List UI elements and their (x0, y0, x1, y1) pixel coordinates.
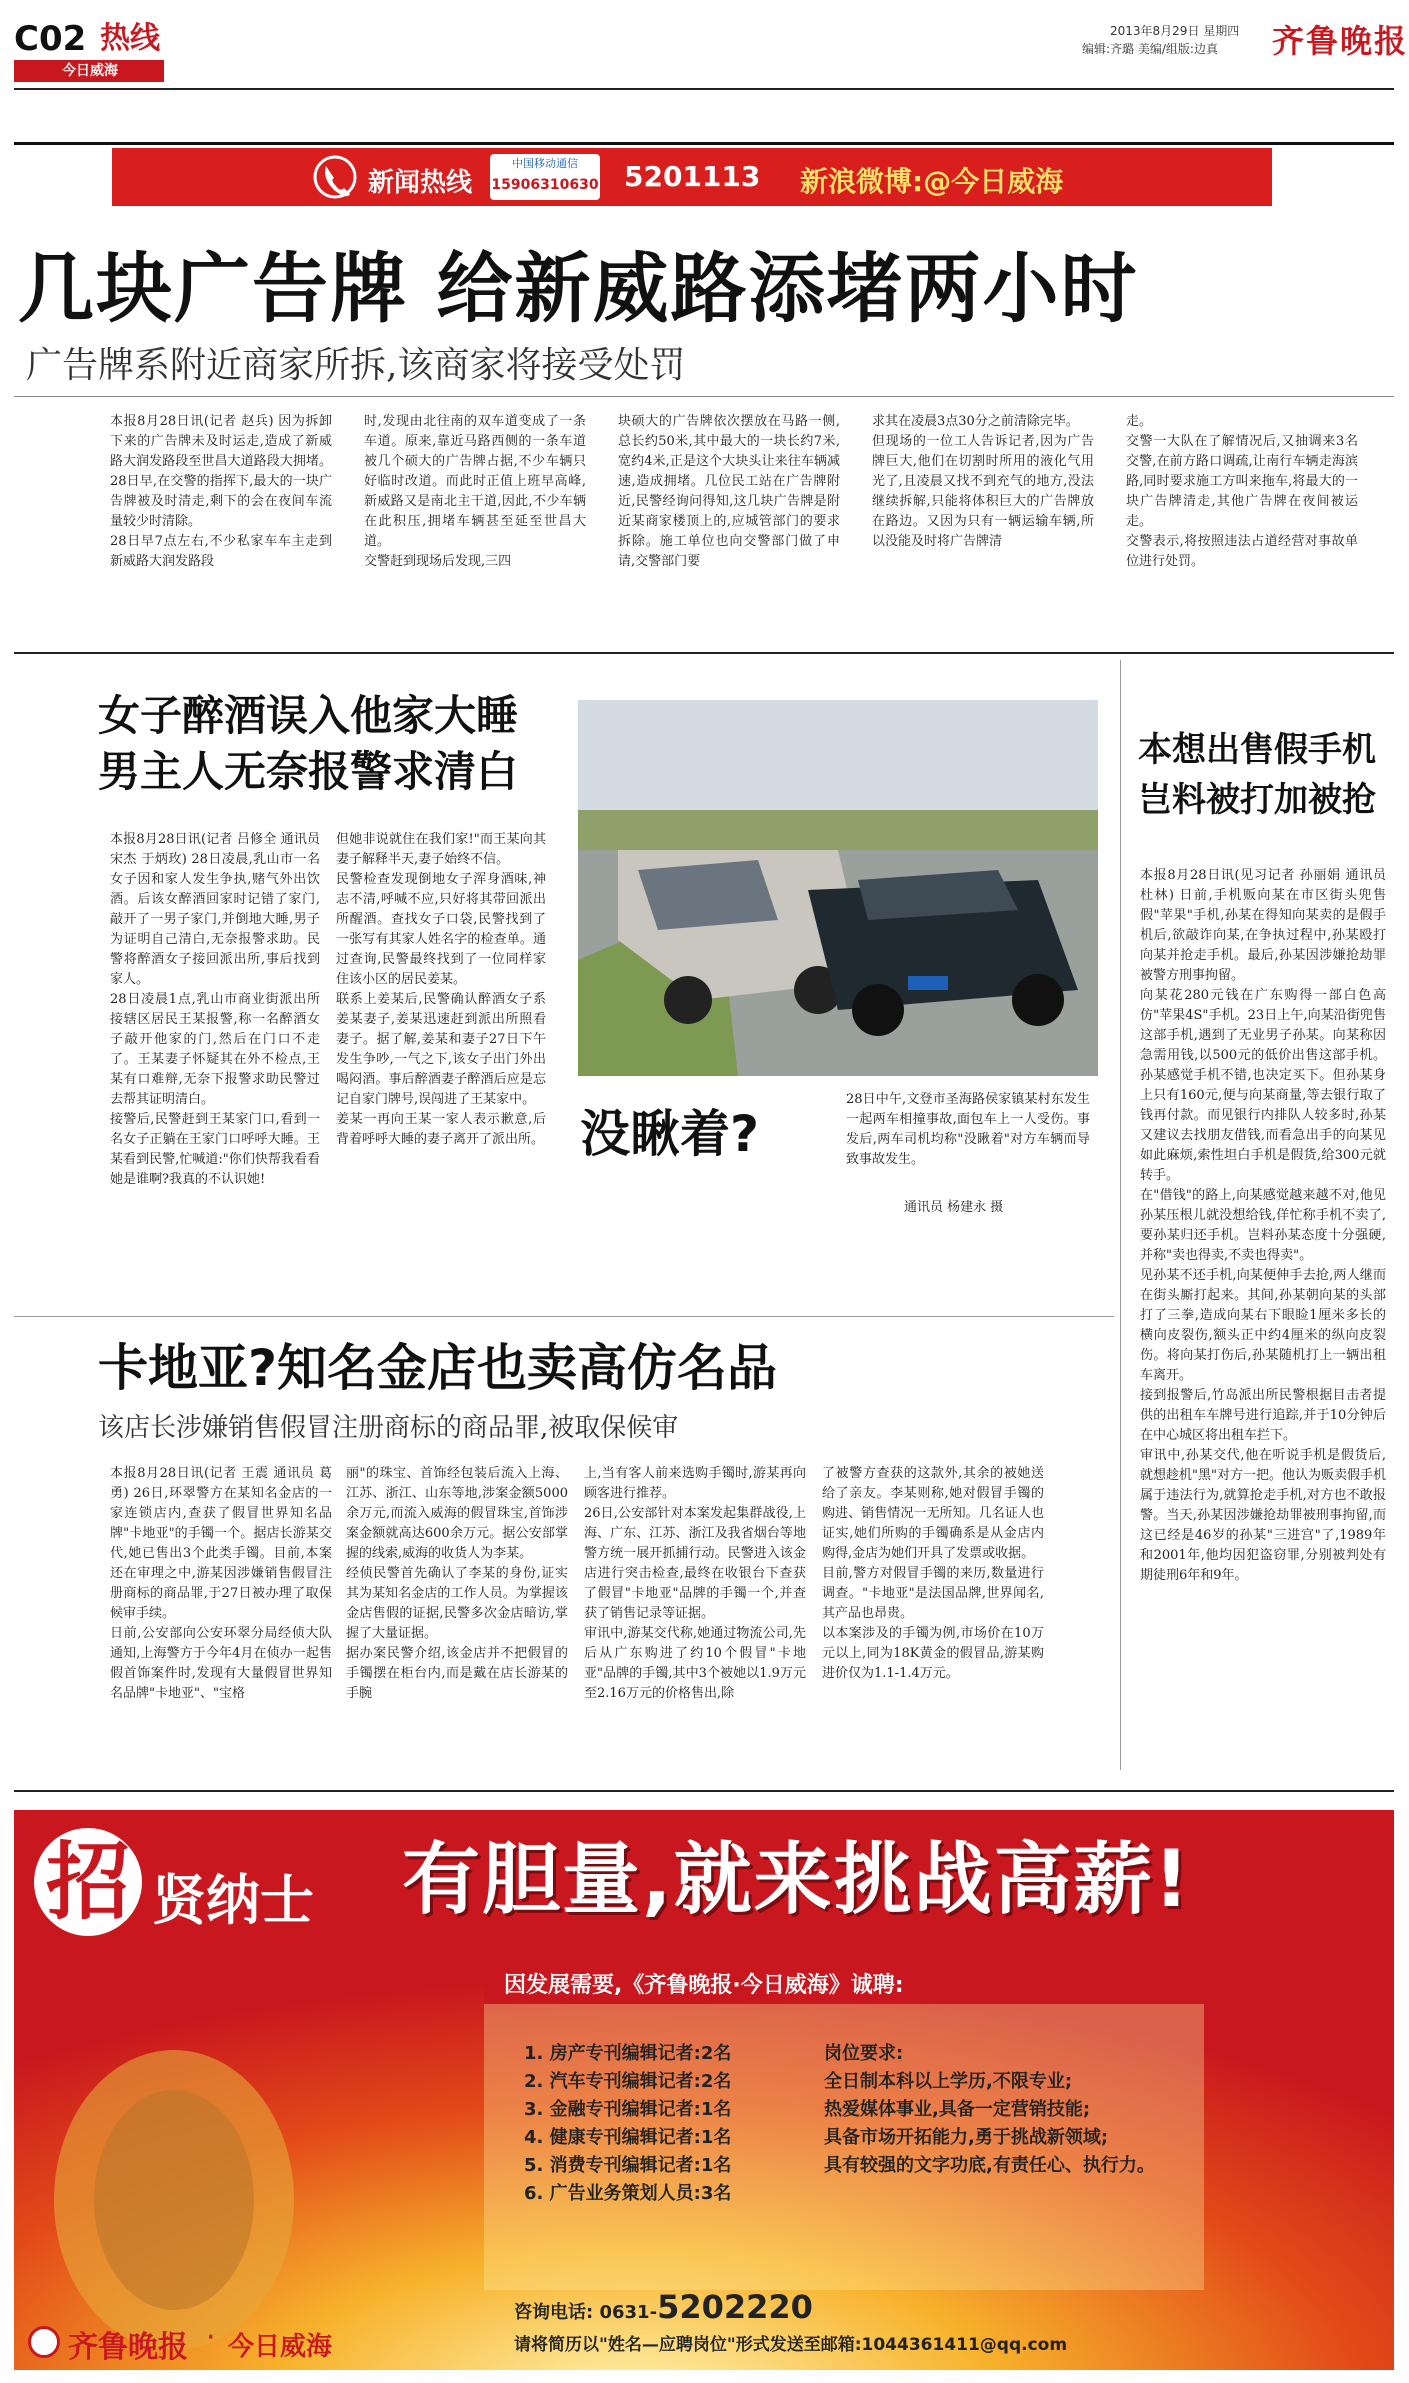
position-item: 6. 广告业务策划人员:3名 (524, 2183, 732, 2204)
drunk-col-2: 但她非说就住在我们家!"而王某向其妻子解释半天,妻子始终不信。 民警检查发现倒地女子浑身酒味,神志不清,呼喊不应,只好将其带回派出所醒酒。查找女子口袋,民警找到了一张写有其家人姓名字的检查单。通过查询,民警最终找到了一位同样家住该小区的居民姜某。 联系上姜某后,民警确认醉酒女子系姜某妻子,姜某迅速赶到派出所照看妻子。据了解,姜某和妻子27日下午发生争吵,一气之下,该女子出门外出喝闷酒。事后醉酒妻子醉酒后应是忘记自家门牌号,误闯进了王某家中。 姜某一再向王某一家人表示歉意,后背着呼呼大睡的妻子离开了派出所。 (336, 832, 546, 1147)
drunk-headline-1: 女子醉酒误入他家大睡 (98, 691, 519, 740)
cartier-top-rule (14, 1316, 1114, 1317)
ad-char-big: 招 (46, 1832, 131, 1931)
position-item: 3. 金融专刊编辑记者:1名 (524, 2099, 732, 2120)
photo-headline: 没瞅着? (580, 1105, 760, 1163)
issue-date: 2013年8月29日 星期四 (1110, 24, 1240, 38)
ad-char-badge (34, 1828, 142, 1936)
page-header (0, 0, 1409, 90)
recruitment-ad (14, 1810, 1394, 2370)
fixed-hotline: 5201113 (624, 160, 761, 193)
page-code: C02 (14, 19, 87, 59)
phone-story-divider (1120, 660, 1121, 1770)
carrier-name: 中国移动通信 (512, 157, 578, 170)
ad-char-rest: 贤纳士 (152, 1869, 314, 1932)
ad-panel (484, 1960, 1204, 2290)
ad-intro: 因发展需要,《齐鲁晚报·今日威海》诚聘: (504, 1973, 904, 1998)
cartier-col-1: 本报8月28日讯(记者 王震 通讯员 葛勇) 26日,环翠警方在某知名金店的一家连锁店内,查获了假冒世界知名品牌"卡地亚"的手镯一个。据店长游某交代,她已售出3个此类手镯。目前,本案还在审理之中,游某因涉嫌销售假冒注册商标的商品罪,于27日被办理了取保候审手续。 日前,公安部向公安环翠分局经侦大队通知,上海警方于今年4月在侦办一起售假首饰案件时,发现有大量假冒世界知名品牌"卡地亚"、"宝格 (110, 1466, 332, 1701)
carrier-badge (490, 154, 600, 200)
lead-col-1: 本报8月28日讯(记者 赵兵) 因为拆卸下来的广告牌未及时运走,造成了新威路大润发路段至世昌大道路段大拥堵。28日早,在交警的指挥下,最大的一块广告牌被及时清走,剩下的会在夜间车流量较少时清除。 28日早7点左右,不少私家车车主走到新威路大润发路段 (110, 414, 332, 569)
position-item: 2. 汽车专刊编辑记者:2名 (524, 2071, 732, 2092)
position-item: 4. 健康专刊编辑记者:1名 (524, 2127, 732, 2148)
brand-sub: 今日威海 (228, 2332, 333, 2362)
phone-story-text: 本报8月28日讯(见习记者 孙丽娟 通讯员 杜林) 日前,手机贩向某在市区街头兜售假"苹果"手机,孙某在得知向某卖的是假手机后,欲敲诈向某,在争执过程中,孙某殴打向某并抢走手机。最后,孙某因涉嫌抢劫罪被警方刑事拘留。 向某花280元钱在广东购得一部白色高仿"苹果4S"手机。23日上午,向某沿街兜售这部手机,遇到了无业男子孙某。向某称因急需用钱,以500元的低价出售这部手机。孙某感觉手机不错,也决定买下。但孙某身上只有160元,便与向某商量,等去银行取了钱再付款。而见银行内排队人较多时,孙某又建议去找朋友借钱,而看急出手的向某见如此麻烦,索性坦白手机是假货,给300元就转手。 在"借钱"的路上,向某感觉越来越不对,他见孙某压根儿就没想给钱,佯忙称手机不卖了,要孙某归还手机。岂料孙某态度十分强硬,并称"卖也得卖,不卖也得卖"。 见孙某不还手机,向某便伸手去抢,两人继而在街头厮打起来。其间,孙某朝向某的头部打了三拳,造成向某右下眼睑1厘米多长的横向皮裂伤,额头正中约4厘米的纵向皮裂伤。将向某打伤后,孙某随机打上一辆出租车离开。 接到报警后,竹岛派出所民警根据目击者提供的出租车车牌号进行追踪,并于10分钟后在中心城区将出租车拦下。 审讯中,孙某交代,他在听说手机是假货后,就想趁机"黑"对方一把。他认为贩卖假手机属于违法行为,就算抢走手机,对方也不敢报警。当天,孙某因涉嫌抢劫罪被刑事拘留,而这已经是46岁的孙某"三进宫"了,1989年和2001年,他均因犯盗窃罪,分别被判处有期徒刑6年和9年。 (1140, 868, 1386, 1583)
drunk-col-1: 本报8月28日讯(记者 吕修全 通讯员 宋杰 于炳玫) 28日凌晨,乳山市一名女子因和家人发生争执,赌气外出饮酒。后该女醉酒回家时记错了家门,敲开了一男子家门,并倒地大睡,男子为证明自己清白,无奈报警求助。民警将醉酒女子接回派出所,事后找到家人。 28日凌晨1点,乳山市商业街派出所接辖区居民王某报警,称一名醉酒女子敲开他家的门,然后在门口不走了。王某妻子怀疑其在外不检点,王某有口难辩,无奈下报警求助民警过去帮其证明清白。 接警后,民警赶到王某家门口,看到一名女子正躺在王家门口呼呼大睡。王某看到民警,忙喊道:"你们快帮我看看她是谁啊?我真的不认识她! (110, 832, 320, 1187)
subsection-tab (14, 60, 164, 82)
position-item: 5. 消费专刊编辑记者:1名 (524, 2155, 732, 2176)
drunk-headline-2: 男主人无奈报警求清白 (98, 747, 519, 796)
paper-logo: 齐鲁晚报 (1272, 22, 1409, 60)
cartier-col-2: 丽"的珠宝、首饰经包装后流入上海、江苏、浙江、山东等地,涉案金额5000余万元,而流入威海的假冒珠宝,首饰涉案金额就高达600余万元。据公安部掌握的线索,威海的收货人为李某。 经侦民警首先确认了李某的身份,证实其为某知名金店的工作人员。为掌握该金店售假的证据,民警多次金店暗访,掌握了大量证据。 据办案民警介绍,该金店并不把假冒的手镯摆在柜台内,而是戴在店长游某的手腕 (346, 1466, 568, 1701)
brand-logo-icon (28, 2326, 60, 2358)
ad-brand-bar (14, 2316, 394, 2370)
lead-col-3: 块硕大的广告牌依次摆放在马路一侧,总长约50米,其中最大的一块长约7米,宽约4米,正是这个大块头让来往车辆减速,造成拥堵。几位民工站在广告牌附近,民警经询问得知,这几块广告牌是附近某商家楼顶上的,应城管部门的要求拆除。施工单位也向交警部门做了申请,交警部门要 (618, 414, 840, 569)
phone-area: 0631- (599, 2302, 658, 2323)
mobile-hotline: 15906310630 (491, 177, 599, 193)
ad-top-rule (14, 1790, 1394, 1792)
lead-col-5: 走。 交警一大队在了解情况后,又抽调来3名交警,在前方路口调疏,让南行车辆走海滨路,同时要求施工方叫来拖车,将最大的一块广告牌清走,其他广告牌在夜间被运走。 交警表示,将按照违法占道经营对事故单位进行处罚。 (1126, 414, 1358, 569)
positions-list (524, 2040, 824, 2208)
phone-number: 5202220 (657, 2288, 813, 2326)
top-rule-thick (14, 142, 1394, 145)
ad-email-line: 请将简历以"姓名—应聘岗位"形式发送至邮箱:1044361411@qq.com (514, 2335, 1068, 2355)
requirement-item: 具备市场开拓能力,勇于挑战新领域; (824, 2127, 1109, 2148)
lead-subheadline: 广告牌系附近商家所拆,该商家将接受处罚 (26, 345, 686, 386)
hotline-bar (112, 148, 1272, 206)
lead-sub-rule (14, 396, 1394, 397)
accident-photo (578, 700, 1098, 1076)
requirement-item: 全日制本科以上学历,不限专业; (824, 2071, 1073, 2092)
photo-credit: 通讯员 杨建永 摄 (904, 1200, 1004, 1215)
lead-col-4: 求其在凌晨3点30分之前清除完毕。 但现场的一位工人告诉记者,因为广告牌巨大,他们在切割时所用的液化气用光了,且凌晨又找不到充气的地方,没法继续拆解,只能将体积巨大的广告牌放在路边。又因为只有一辆运输车辆,所以没能及时将广告牌清 (872, 414, 1094, 549)
brand-separator-dot: · (206, 2320, 216, 2355)
cartier-headline: 卡地亚?知名金店也卖高仿名品 (98, 1339, 778, 1397)
ad-contact-phone (514, 2288, 813, 2326)
lead-col-2: 时,发现由北往南的双车道变成了一条车道。原来,靠近马路西侧的一条车道被几个硕大的广告牌占据,不少车辆只好临时改道。而此时正值上班早高峰,新威路又是南北主干道,因此,不少车辆在此积压,拥堵车辆甚至延至世昌大道。 交警赶到现场后发现,三四 (364, 414, 586, 569)
cartier-subheadline: 该店长涉嫌销售假冒注册商标的商品罪,被取保候审 (98, 1413, 679, 1443)
requirements-list (824, 2040, 1194, 2180)
lead-bottom-rule (14, 652, 1394, 654)
hotline-label: 新闻热线 (368, 168, 473, 198)
ad-slogan: 有胆量,就来挑战高薪! (402, 1835, 1192, 1925)
phone-icon (312, 152, 358, 202)
lead-headline: 几块广告牌 给新威路添堵两小时 (18, 244, 1139, 333)
phone-headline-1: 本想出售假手机 (1138, 730, 1376, 770)
phone-label: 咨询电话: (514, 2302, 594, 2323)
cartier-col-3: 上,当有客人前来选购手镯时,游某再向顾客进行推荐。 26日,公安部针对本案发起集群战役,上海、广东、江苏、浙江及我省烟台等地警方统一展开抓捕行动。民警进入该金店进行突击检查,最终在收银台下查获了假冒"卡地亚"品牌的手镯一个,并查获了销售记录等证据。 审讯中,游某交代称,她通过物流公司,先后从广东购进了约10个假冒"卡地亚"品牌的手镯,其中3个被她以1.9万元至2.16万元的价格售出,除 (584, 1466, 806, 1701)
photo-caption: 28日中午,文登市圣海路侯家镇某村东发生一起两车相撞事故,面包车上一人受伤。事发后,两车司机均称"没瞅着"对方车辆而导致事故发生。 (846, 1092, 1090, 1167)
requirement-item: 热爱媒体事业,具备一定营销技能; (824, 2099, 1091, 2120)
brand-name: 齐鲁晚报 (68, 2330, 188, 2365)
requirements-title: 岗位要求: (824, 2043, 904, 2064)
section-name: 热线 (100, 21, 160, 56)
editor-credits: 编辑:齐璐 美编/组版:边真 (1082, 42, 1218, 56)
phone-headline-2: 岂料被打加被抢 (1138, 780, 1376, 820)
subsection-label: 今日威海 (62, 63, 118, 79)
requirement-item: 具有较强的文字功底,有责任心、执行力。 (824, 2155, 1155, 2176)
ad-intro-bar (484, 1960, 1204, 2004)
weibo-handle: 新浪微博:@今日威海 (800, 165, 1064, 198)
position-item: 1. 房产专刊编辑记者:2名 (524, 2043, 732, 2064)
header-rule (14, 88, 1394, 90)
cartier-col-4: 了被警方查获的这款外,其余的被她送给了亲友。李某则称,她对假冒手镯的购进、销售情况一无所知。几名证人也证实,她们所购的手镯确系是从金店内购得,金店为她们开具了发票或收据。 目前,警方对假冒手镯的来历,数量进行调查。"卡地亚"是法国品牌,世界闻名,其产品也昂贵。 以本案涉及的手镯为例,市场价在10万元以上,同为18K黄金的假冒品,游某购进价仅为1.1-1.4万元。 (822, 1466, 1044, 1681)
